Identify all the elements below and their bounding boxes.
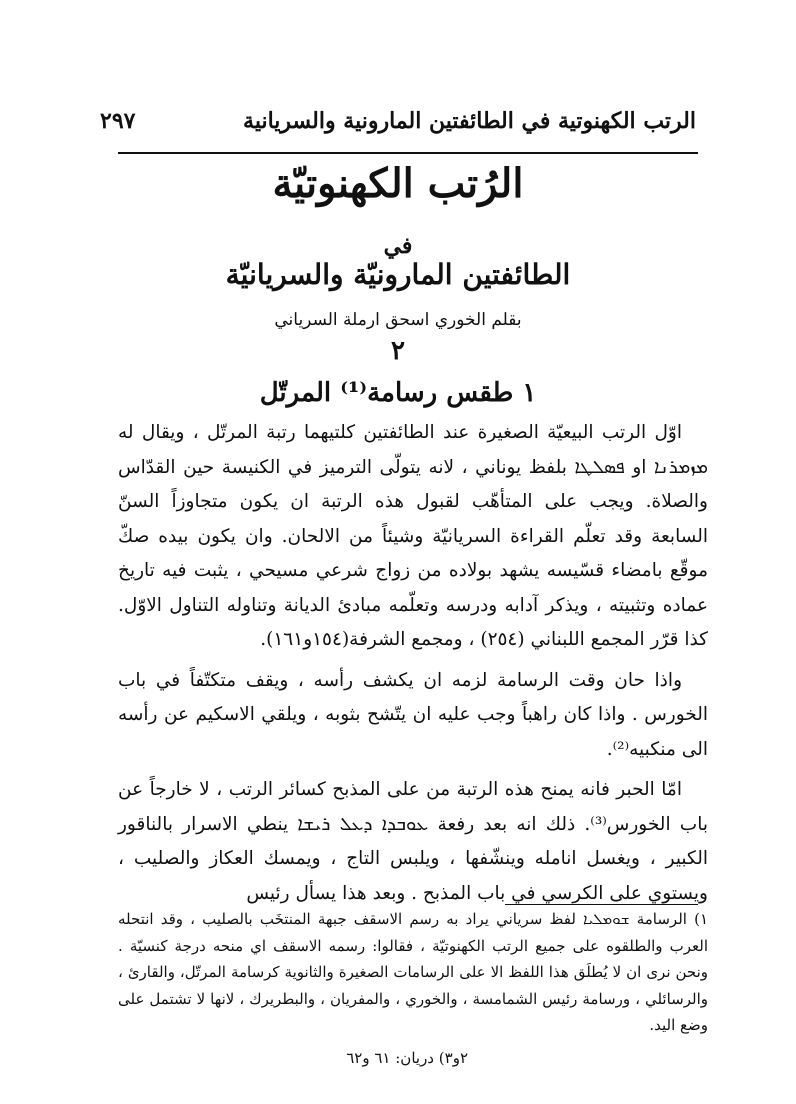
body-text: [118, 416, 708, 911]
article-byline: بقلم الخوري اسحق ارملة السرياني: [274, 310, 522, 330]
article-title: الرُتب الكهنوتيّة: [272, 160, 524, 207]
part-number: ٢: [391, 336, 405, 366]
footnote: ١) الرسامة ܫܘܡܠܝܐ لفظ سرياني يراد به رسم الاسقف جبهة المنتخَب بالصليب ، وقد انتحله العرب والطلقوه على جميع الرتب الكهنوتيّة ، فقالوا: رسمه الاسقف اي منحه درجة كنسيّة . ونحن نرى ان لا يُطلَق هذا اللفظ الا على الرسامات الصغيرة والثانوية كرسامة المرتّل، والقارئ ، والرسائلي ، ورسامة رئيس الشمامسة ، والخوري ، والمفريان ، والبطريرك ، لانها لا تشتمل على وضع اليد.: [118, 910, 708, 1034]
paragraph: اوّل الرتب البيعيّة الصغيرة عند الطائفتين كلتيهما رتبة المرتّل ، ويقال له ܡܙܡܪܢܐ او ܦܣܠܛܐ بلفظ يوناني ، لانه يتولّى الترميز في الكنيسة حين القدّاس والصلاة. ويجب على المتأهّب لقبول هذه الرتبة ان يكون متجاوزاً السنّ السابعة وقد تعلّم القراءة السريانيّة وشيئاً من الالحان. وان يكون بيده صكّ موقّع بامضاء قسّيسه يشهد بولاده من زواج شرعي مسيحي ، يثبت فيه تاريخ عماده وتثبيته ، ويذكر آدابه ودرسه وتعلّمه مبادئ الديانة وتناوله التناول الاوّل. كذا قرّر المجمع اللبناني (٢٥٤) ، ومجمع الشرفة(١٥٤و١٦١).: [118, 422, 708, 650]
footnotes: [118, 906, 708, 1071]
paragraph: امّا الحبر فانه يمنح هذه الرتبة من على المذبح كسائر الرتب ، لا خارجاً عن باب الخورس⁽³⁾. ذلك انه بعد رفعة ܥܘܒܕܐ ܕܥܠ ܪܝܫܐ ينطي الاسرار بالناقور الكبير ، ويغسل انامله وينشّفها ، ويلبس التاج ، ويمسك العكاز والصليب ، ويستوي على الكرسي في باب المذبح . وبعد هذا يسأل رئيس: [118, 779, 708, 904]
running-header: [100, 108, 696, 134]
paragraph: واذا حان وقت الرسامة لزمه ان يكشف رأسه ، ويقف متكتّفاً في باب الخورس . واذا كان راهباً وجب عليه ان يتّشح بثوبه ، ويلقي الاسكيم عن رأسه الى منكبيه⁽²⁾.: [118, 669, 708, 760]
footnote-rule: [505, 904, 698, 905]
article-preposition: في: [383, 233, 413, 259]
article-subtitle: الطائفتين المارونيّة والسريانيّة: [225, 258, 571, 291]
header-rule: [118, 152, 698, 154]
page-number: ٢٩٧: [100, 108, 136, 134]
running-title: الرتب الكهنوتية في الطائفتين المارونية والسريانية: [243, 108, 696, 134]
section-heading: ١ طقس رسامة⁽¹⁾ المرتّل: [259, 378, 537, 408]
footnote: ٢و٣) دريان: ٦١ و٦٢: [346, 1048, 468, 1067]
